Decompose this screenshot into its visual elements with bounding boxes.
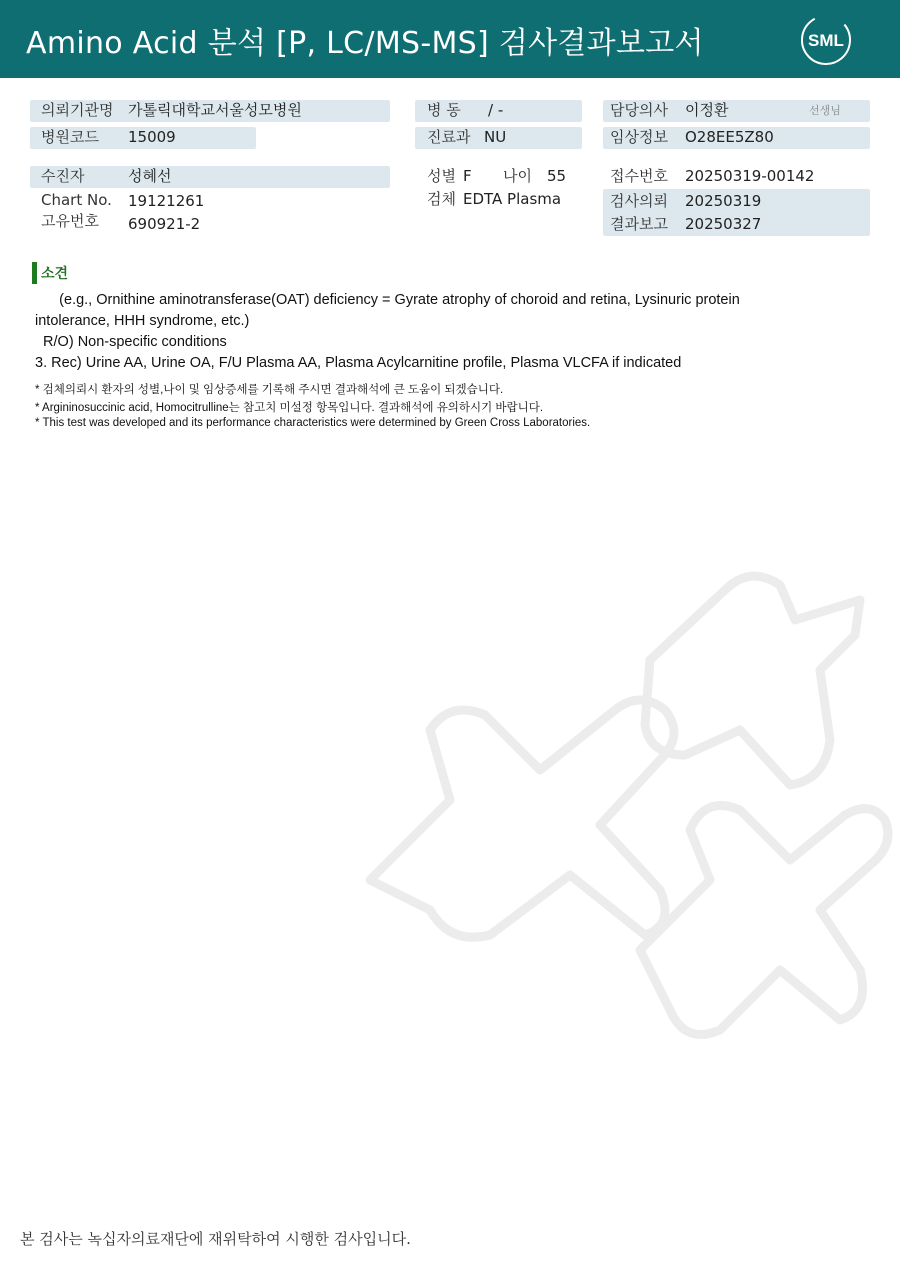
ward-label: 병 동 — [427, 101, 461, 119]
findings-line: R/O) Non-specific conditions — [35, 334, 227, 350]
doctor-suffix: 선생님 — [809, 104, 841, 117]
department-value: NU — [484, 128, 507, 146]
hospital-code-label: 병원코드 — [41, 128, 99, 146]
footer-note: 본 검사는 녹십자의료재단에 재위탁하여 시행한 검사입니다. — [20, 1230, 411, 1248]
request-value: 20250319 — [685, 192, 762, 210]
receipt-value: 20250319-00142 — [685, 167, 815, 185]
report-label: 결과보고 — [610, 215, 668, 233]
hospital-code-value: 15009 — [128, 128, 176, 146]
doctor-label: 담당의사 — [610, 101, 668, 119]
sex-value: F — [463, 167, 472, 185]
specimen-label: 검체 — [427, 190, 456, 208]
clinical-value: O28EE5Z80 — [685, 128, 774, 146]
report-title: Amino Acid 분석 [P, LC/MS-MS] 검사결과보고서 — [26, 26, 704, 61]
institution-value: 가톨릭대학교서울성모병원 — [128, 101, 302, 119]
findings-line: intolerance, HHH syndrome, etc.) — [35, 313, 250, 329]
department-label: 진료과 — [427, 128, 471, 146]
findings-line: (e.g., Ornithine aminotransferase(OAT) deficiency = Gyrate atrophy of choroid and retina, Lysinuric protein — [35, 292, 740, 308]
findings-title: 소견 — [41, 266, 69, 282]
cross-watermark — [340, 540, 900, 1080]
institution-label: 의뢰기관명 — [41, 101, 114, 119]
request-label: 검사의뢰 — [610, 192, 668, 210]
patient-label: 수진자 — [41, 167, 85, 185]
chart-value: 19121261 — [128, 192, 205, 210]
logo-text: SML — [808, 31, 844, 50]
report-value: 20250327 — [685, 215, 762, 233]
id-label: 고유번호 — [41, 212, 99, 230]
note-line: * This test was developed and its performance characteristics were determined by Green Cross Laboratories. — [35, 417, 591, 429]
note-line: * Argininosuccinic acid, Homocitrulline는 참고치 미설정 항목입니다. 결과해석에 유의하시기 바랍니다. — [35, 402, 544, 414]
patient-value: 성혜선 — [128, 167, 172, 185]
report-header — [0, 0, 900, 78]
sml-logo — [799, 13, 853, 67]
section-marker — [32, 262, 37, 284]
specimen-value: EDTA Plasma — [463, 190, 562, 208]
findings-line: 3. Rec) Urine AA, Urine OA, F/U Plasma AA, Plasma Acylcarnitine profile, Plasma VLCFA if indicated — [35, 355, 682, 371]
age-value: 55 — [547, 167, 567, 185]
receipt-label: 접수번호 — [610, 167, 668, 185]
id-value: 690921-2 — [128, 215, 201, 233]
clinical-label: 임상정보 — [610, 128, 668, 146]
age-label: 나이 — [503, 167, 532, 185]
ward-value: / - — [488, 101, 504, 119]
note-line: * 검체의뢰시 환자의 성별,나이 및 임상증세를 기록해 주시면 결과해석에 큰 도움이 되겠습니다. — [35, 384, 504, 396]
sex-label: 성별 — [427, 167, 456, 185]
chart-label: Chart No. — [41, 191, 112, 209]
doctor-value: 이정환 — [685, 101, 729, 119]
